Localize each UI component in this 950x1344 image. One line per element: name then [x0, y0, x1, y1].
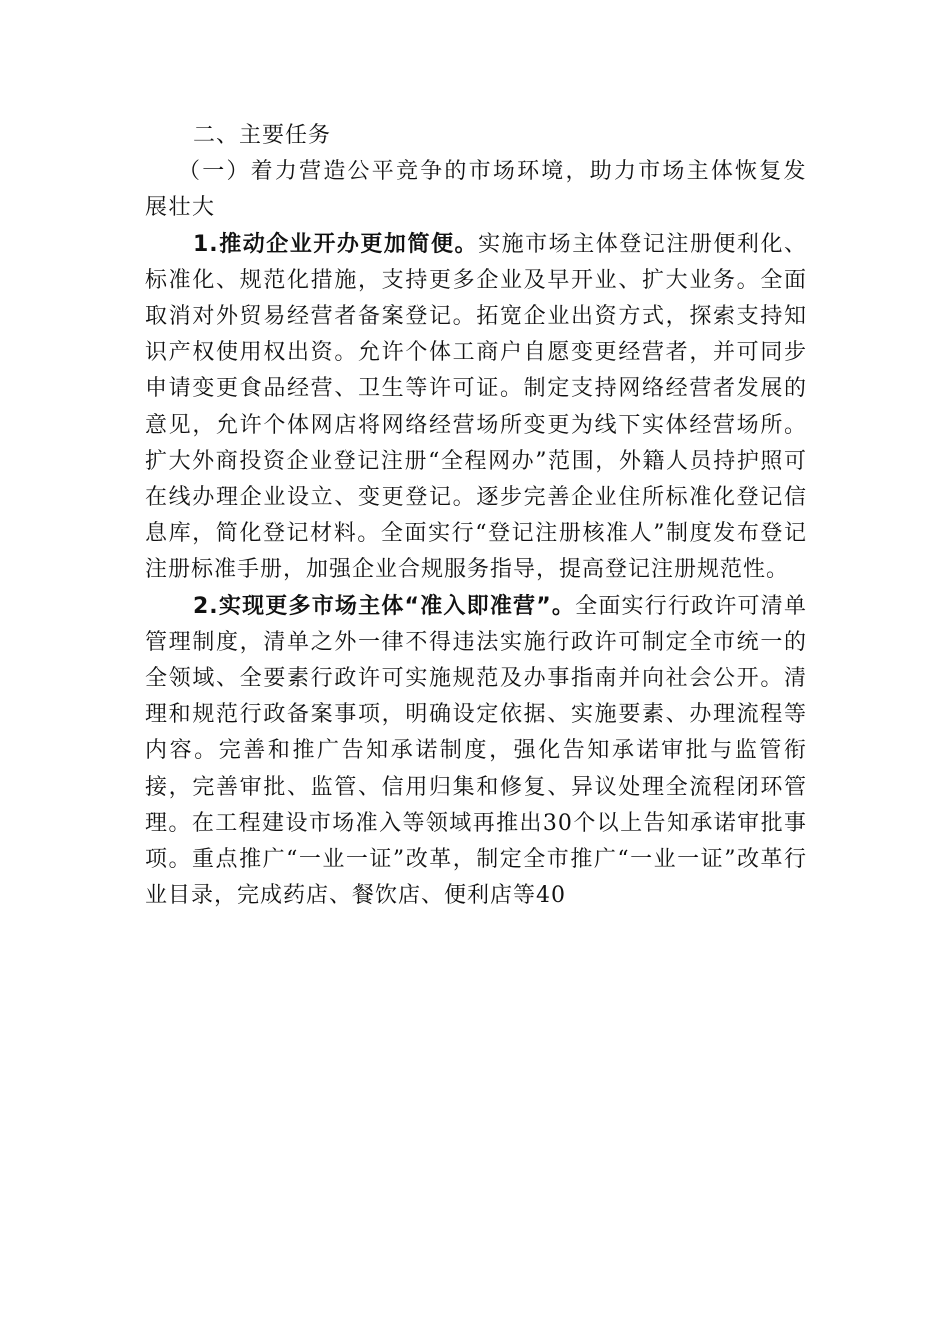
paragraph-1-text: 实施市场主体登记注册便利化、标准化、规范化措施，支持更多企业及早开业、扩大业务。全面取消对外贸易经营者备案登记。拓宽企业出资方式，探索支持知识产权使用权出资。允许个体工商户自愿变更经营者，并可同步申请变更食品经营、卫生等许可证。制定支持网络经营者发展的意见，允许个体网店将网络经营场所变更为线下实体经营场所。扩大外商投资企业登记注册“全程网办”范围，外籍人员持护照可在线办理企业设立、变更登记。逐步完善企业住所标准化登记信息库，简化登记材料。全面实行“登记注册核准人”制度发布登记注册标准手册，加强企业合规服务指导，提高登记注册规范性。 — [145, 231, 807, 583]
paragraph-1-lead: 1.推动企业开办更加简便。 — [193, 231, 479, 257]
subsection-heading: （一）着力营造公平竞争的市场环境，助力市场主体恢复发展壮大 — [145, 159, 807, 221]
paragraph-2-text: 全面实行行政许可清单管理制度，清单之外一律不得违法实施行政许可制定全市统一的全领域、全要素行政许可实施规范及办事指南并向社会公开。清理和规范行政备案事项，明确设定依据、实施要素、办理流程等内容。完善和推广告知承诺制度，强化告知承诺审批与监管衔接，完善审批、监管、信用归集和修复、异议处理全流程闭环管理。在工程建设市场准入等领域再推出30个以上告知承诺审批事项。重点推广“一业一证”改革，制定全市推广“一业一证”改革行业目录，完成药店、餐饮店、便利店等40 — [145, 593, 807, 909]
section-heading: 二、主要任务 — [193, 123, 332, 148]
paragraph-1 — [145, 227, 807, 589]
paragraph-2 — [145, 589, 807, 915]
paragraph-2-lead: 2.实现更多市场主体“准入即准营”。 — [193, 593, 576, 619]
document-page — [145, 118, 807, 914]
